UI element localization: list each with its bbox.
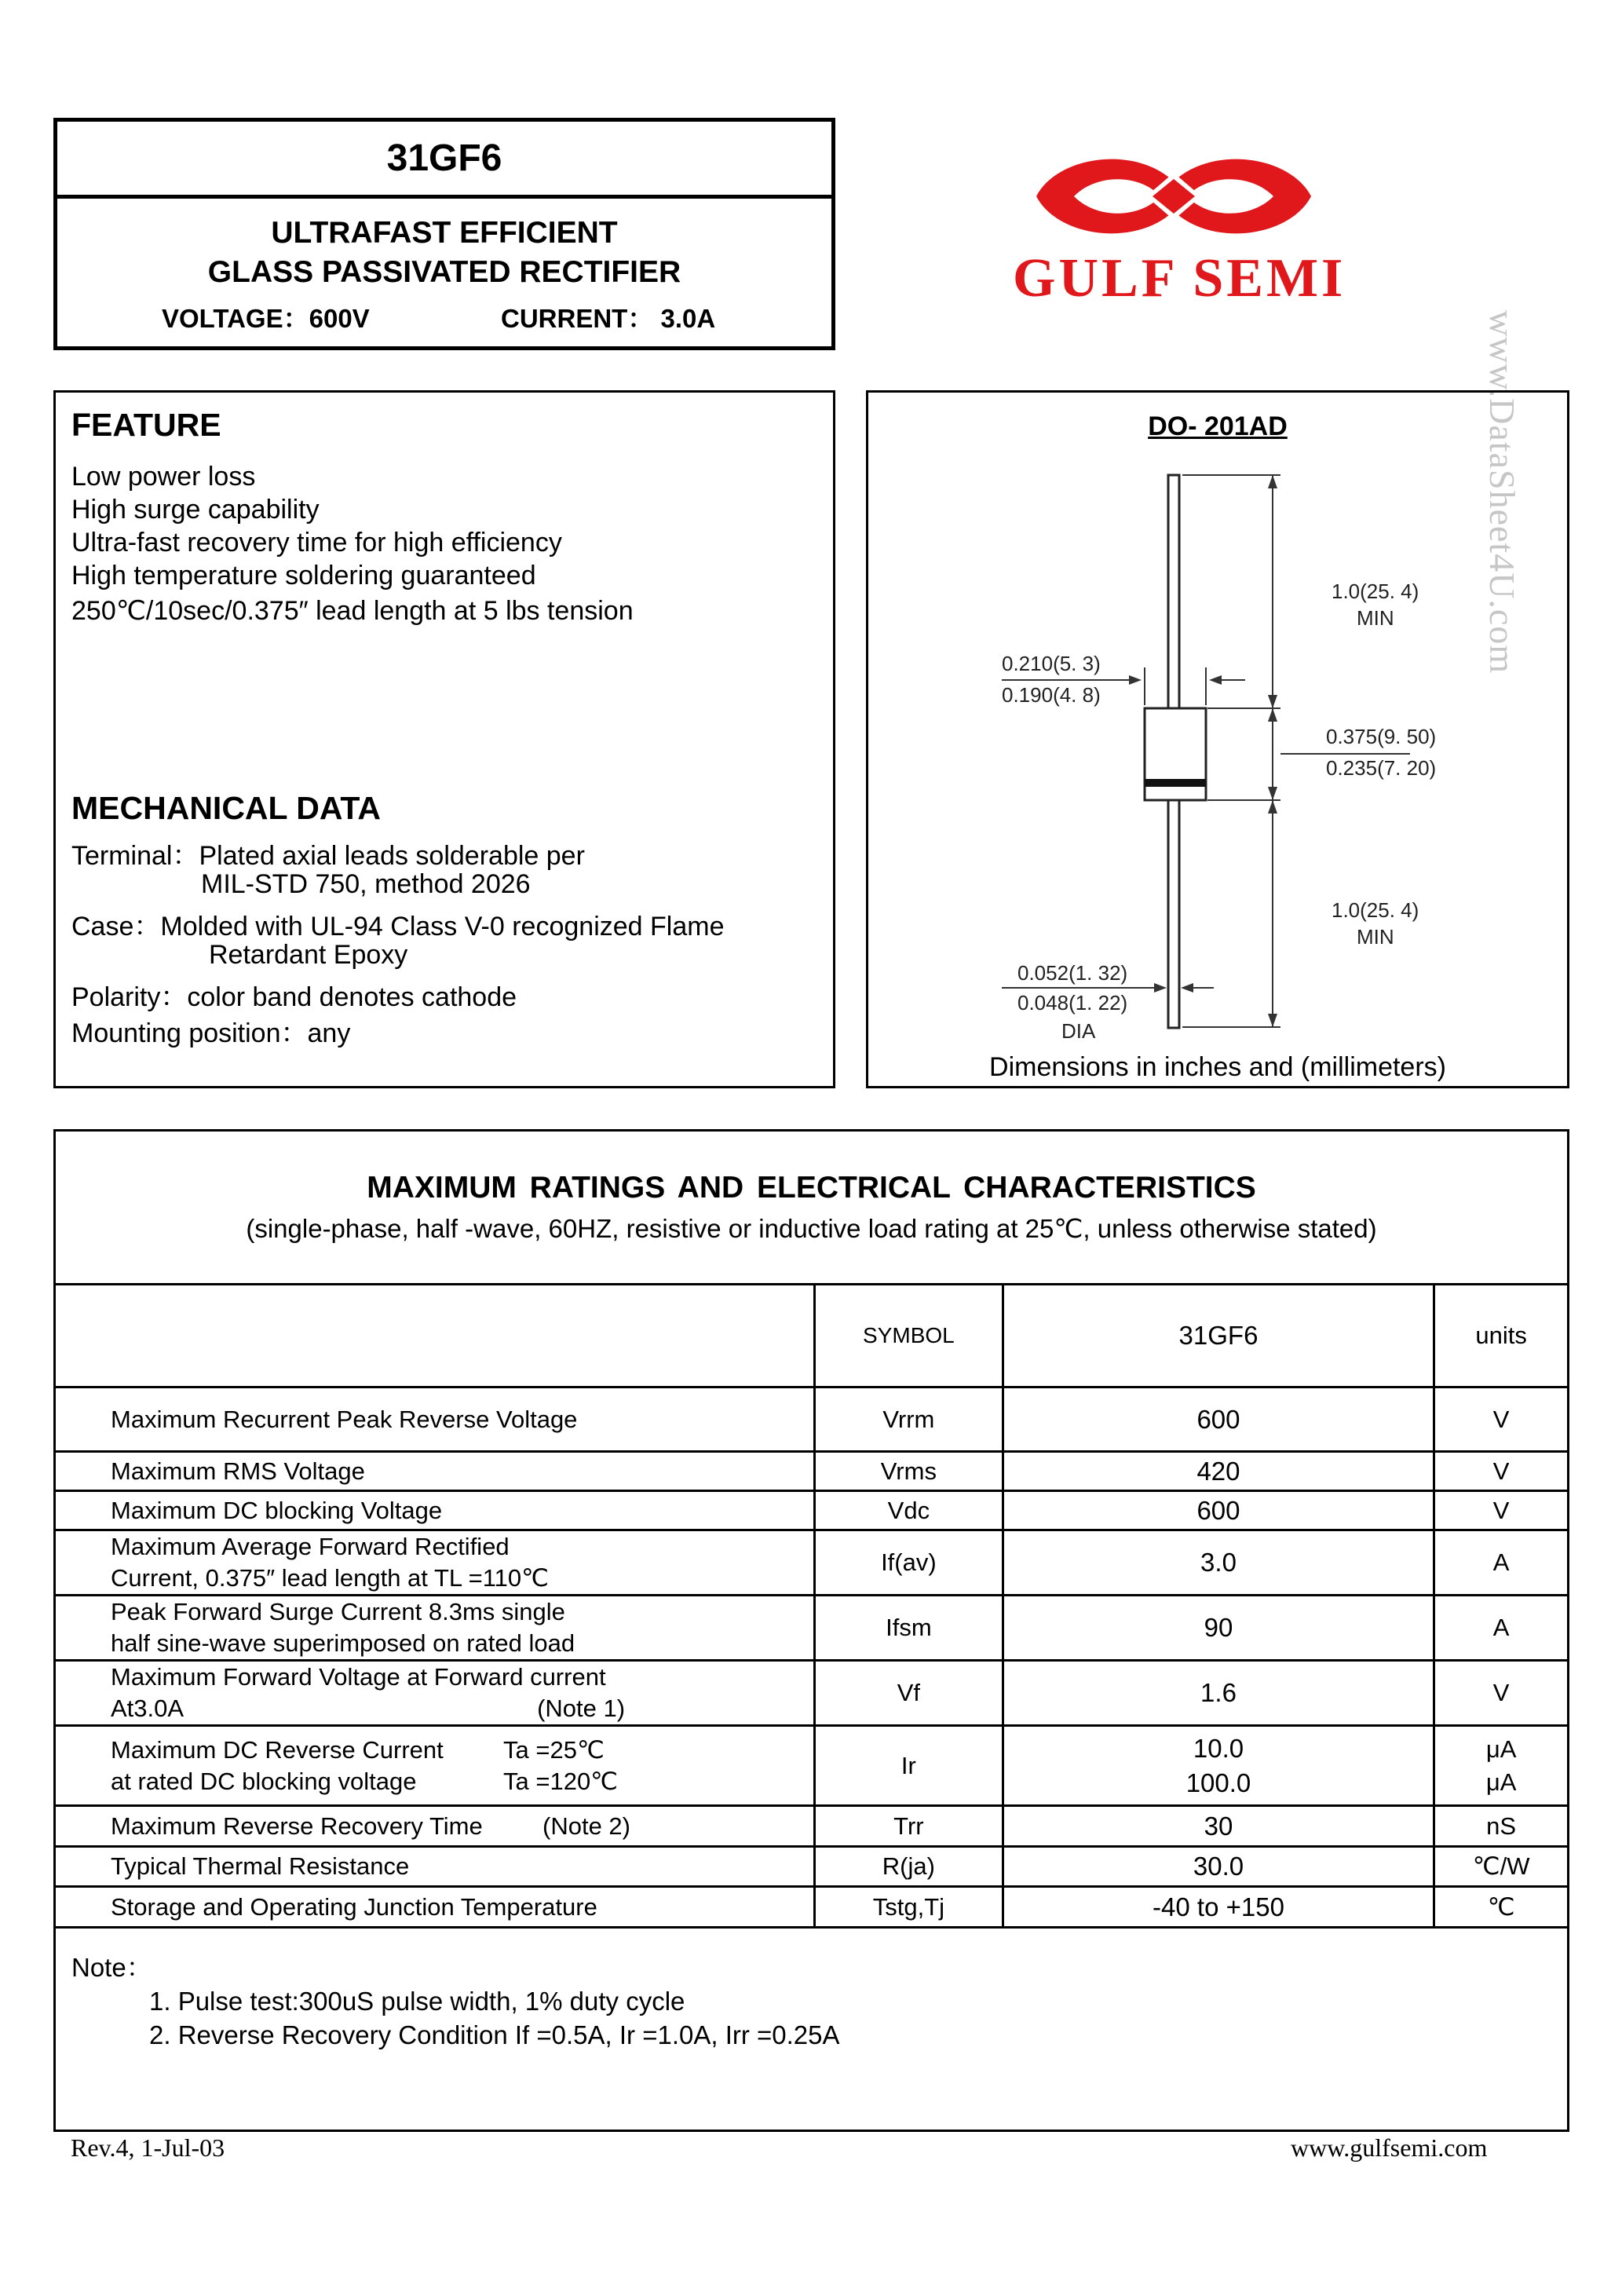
row-parameter-line1: Maximum Average Forward Rectified	[111, 1533, 510, 1560]
row-parameter-line2: half sine-wave superimposed on rated load	[111, 1629, 575, 1657]
row-symbol: Vdc	[815, 1491, 1003, 1530]
package-title: DO- 201AD	[1148, 411, 1288, 441]
row-value: 600	[1003, 1491, 1434, 1530]
dim-lead-dia-min: 0.048(1. 22)	[1017, 991, 1128, 1015]
header-units: units	[1434, 1285, 1569, 1387]
feature-item: Ultra-fast recovery time for high efficiency	[71, 528, 562, 558]
dim-body-dia-max: 0.210(5. 3)	[1002, 652, 1101, 675]
current-rating: CURRENT： 3.0A	[501, 304, 716, 333]
gulf-semi-logo-graphic	[1013, 135, 1390, 316]
row-unit: V	[1434, 1661, 1569, 1726]
dim-body-len-max: 0.375(9. 50)	[1326, 725, 1437, 748]
notes	[71, 1951, 840, 2052]
row-parameter-note: (Note 2)	[542, 1812, 630, 1840]
row-parameter: Typical Thermal Resistance	[55, 1847, 815, 1887]
feature-item: Low power loss	[71, 462, 256, 492]
feature-title: FEATURE	[71, 407, 221, 443]
characteristics-table	[53, 1283, 1569, 1929]
table-row	[55, 1596, 1569, 1661]
table-row	[55, 1847, 1569, 1887]
table-row	[55, 1726, 1569, 1806]
row-unit: nS	[1434, 1806, 1569, 1847]
table-row	[55, 1661, 1569, 1726]
mechanical-line: MIL-STD 750, method 2026	[201, 869, 531, 899]
row-parameter-line2	[111, 1693, 813, 1724]
row-parameter: Maximum RMS Voltage	[55, 1452, 815, 1491]
header-symbol: SYMBOL	[815, 1285, 1003, 1387]
mechanical-line: Mounting position：any	[71, 1018, 351, 1048]
row-value-line1: 10.0	[1193, 1733, 1244, 1763]
ratings-subtitle: (single-phase, half -wave, 60HZ, resistive or inductive load rating at 25℃, unless otherwise stated)	[246, 1214, 1377, 1243]
mechanical-line: Case：Molded with UL-94 Class V-0 recognized Flame	[71, 912, 725, 941]
row-parameter-line2: Current, 0.375″ lead length at TL =110℃	[111, 1564, 549, 1592]
row-value: 3.0	[1003, 1530, 1434, 1596]
row-parameter-condition: At3.0A	[111, 1695, 184, 1722]
row-parameter	[55, 1661, 815, 1726]
table-row	[55, 1806, 1569, 1847]
table-row	[55, 1887, 1569, 1928]
row-unit-line2: μA	[1485, 1768, 1517, 1796]
row-unit: ℃	[1434, 1887, 1569, 1928]
row-parameter-line1: Peak Forward Surge Current 8.3ms single	[111, 1598, 565, 1625]
row-unit: V	[1434, 1387, 1569, 1452]
mechanical-title: MECHANICAL DATA	[71, 790, 382, 826]
row-unit: ℃/W	[1434, 1847, 1569, 1887]
row-symbol: R(ja)	[815, 1847, 1003, 1887]
row-parameter-line1: Maximum Forward Voltage at Forward current	[111, 1663, 606, 1691]
mechanical-line: Polarity：color band denotes cathode	[71, 982, 517, 1012]
row-unit	[1434, 1726, 1569, 1806]
note-item: 2. Reverse Recovery Condition If =0.5A, Ir =1.0A, Irr =0.25A	[149, 2020, 840, 2049]
row-value: 420	[1003, 1452, 1434, 1491]
header-parameter	[55, 1285, 815, 1387]
row-parameter	[55, 1596, 815, 1661]
ratings-box	[53, 1129, 1569, 2132]
dim-body-dia-min: 0.190(4. 8)	[1002, 683, 1101, 707]
feature-item: 250℃/10sec/0.375″ lead length at 5 lbs tension	[71, 596, 634, 626]
dim-body-len-min: 0.235(7. 20)	[1326, 756, 1437, 780]
mechanical-line: Retardant Epoxy	[209, 940, 408, 970]
dim-lead-bottom: 1.0(25. 4)	[1332, 898, 1419, 922]
row-parameter-note: (Note 1)	[537, 1695, 626, 1722]
package-box	[866, 390, 1569, 1088]
dim-lead-top: 1.0(25. 4)	[1332, 579, 1419, 603]
row-unit: A	[1434, 1530, 1569, 1596]
table-header-row	[55, 1285, 1569, 1387]
row-parameter-text: at rated DC blocking voltage	[111, 1767, 417, 1795]
note-title: Note：	[71, 1953, 152, 1982]
row-unit: A	[1434, 1596, 1569, 1661]
row-parameter-line2	[111, 1766, 813, 1797]
row-value: 1.6	[1003, 1661, 1434, 1726]
row-parameter-condition: Ta =25℃	[503, 1735, 605, 1764]
footer-revision: Rev.4, 1-Jul-03	[71, 2133, 225, 2162]
title-box	[53, 118, 835, 350]
feature-item: High surge capability	[71, 495, 320, 525]
dim-lead-dia-max: 0.052(1. 32)	[1017, 961, 1128, 985]
subtitle-line1: ULTRAFAST EFFICIENT	[271, 216, 618, 250]
package-caption: Dimensions in inches and (millimeters)	[989, 1052, 1446, 1082]
row-parameter-condition: Ta =120℃	[503, 1767, 618, 1795]
row-parameter	[55, 1726, 815, 1806]
row-unit: V	[1434, 1491, 1569, 1530]
row-value-line2: 100.0	[1185, 1768, 1251, 1797]
row-parameter	[55, 1530, 815, 1596]
table-row	[55, 1491, 1569, 1530]
row-symbol: If(av)	[815, 1530, 1003, 1596]
row-symbol: Vf	[815, 1661, 1003, 1726]
row-symbol: Vrrm	[815, 1387, 1003, 1452]
row-symbol: Ifsm	[815, 1596, 1003, 1661]
row-parameter-line1	[111, 1735, 813, 1766]
row-symbol: Trr	[815, 1806, 1003, 1847]
row-parameter: Maximum Recurrent Peak Reverse Voltage	[55, 1387, 815, 1452]
note-item: 1. Pulse test:300uS pulse width, 1% duty cycle	[149, 1987, 685, 2016]
row-value: 30.0	[1003, 1847, 1434, 1887]
row-symbol: Vrms	[815, 1452, 1003, 1491]
part-number: 31GF6	[57, 122, 831, 199]
row-symbol: Ir	[815, 1726, 1003, 1806]
watermark: www.DataSheet4U.com	[1482, 310, 1522, 675]
dim-lead-dia-label: DIA	[1061, 1019, 1096, 1043]
row-value: 600	[1003, 1387, 1434, 1452]
row-unit: V	[1434, 1452, 1569, 1491]
row-unit-line1: μA	[1485, 1735, 1517, 1763]
package-drawing	[868, 393, 1567, 1086]
dim-lead-bottom-min: MIN	[1357, 925, 1394, 949]
table-row	[55, 1530, 1569, 1596]
dim-lead-top-min: MIN	[1357, 606, 1394, 630]
ratings-title: MAXIMUM RATINGS AND ELECTRICAL CHARACTERISTICS	[367, 1171, 1256, 1205]
logo-text: GULF SEMI	[1013, 248, 1346, 309]
footer-website[interactable]: www.gulfsemi.com	[1291, 2133, 1488, 2162]
table-row	[55, 1387, 1569, 1452]
row-symbol: Tstg,Tj	[815, 1887, 1003, 1928]
row-parameter: Maximum DC blocking Voltage	[55, 1491, 815, 1530]
gulf-semi-logo	[1013, 135, 1390, 316]
mechanical-line: Terminal：Plated axial leads solderable per	[71, 841, 585, 871]
row-value: -40 to +150	[1003, 1887, 1434, 1928]
subtitle-line2: GLASS PASSIVATED RECTIFIER	[207, 255, 681, 289]
feature-box	[53, 390, 835, 1088]
row-value: 90	[1003, 1596, 1434, 1661]
voltage-rating: VOLTAGE：600V	[162, 304, 370, 333]
table-row	[55, 1452, 1569, 1491]
row-parameter-text: Maximum Reverse Recovery Time	[111, 1812, 483, 1840]
row-value: 30	[1003, 1806, 1434, 1847]
header-part: 31GF6	[1003, 1285, 1434, 1387]
row-parameter: Storage and Operating Junction Temperature	[55, 1887, 815, 1928]
row-value	[1003, 1726, 1434, 1806]
row-parameter	[55, 1806, 815, 1847]
row-parameter-text: Maximum DC Reverse Current	[111, 1735, 444, 1764]
feature-item: High temperature soldering guaranteed	[71, 561, 536, 590]
cathode-band	[1145, 779, 1206, 787]
